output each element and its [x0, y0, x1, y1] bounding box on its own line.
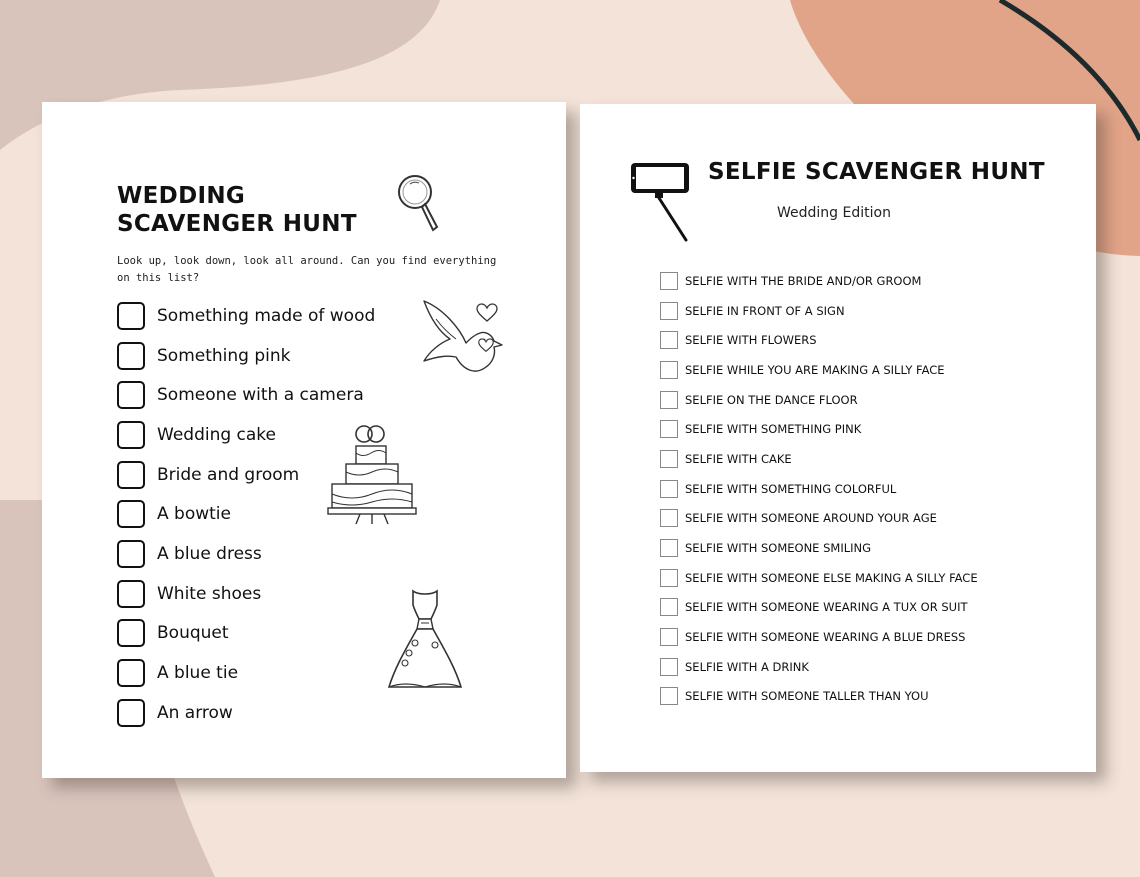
checkbox[interactable]	[117, 461, 145, 489]
checkbox[interactable]	[660, 658, 678, 676]
wedding-hunt-intro: Look up, look down, look all around. Can you find everything on this list?	[117, 255, 497, 284]
checklist-item	[660, 504, 978, 534]
item-label: Bouquet	[157, 623, 229, 644]
checklist-item	[660, 444, 978, 474]
checklist-item	[117, 534, 375, 574]
item-label: An arrow	[157, 702, 233, 723]
item-label: SELFIE WITH SOMEONE WEARING A TUX OR SUIT	[685, 600, 968, 615]
checkbox[interactable]	[660, 450, 678, 468]
item-label: SELFIE WITH THE BRIDE AND/OR GROOM	[685, 273, 922, 288]
checkbox[interactable]	[117, 500, 145, 528]
item-label: Something made of wood	[157, 305, 376, 326]
item-label: SELFIE WITH SOMEONE AROUND YOUR AGE	[685, 511, 937, 526]
checklist-item	[117, 614, 375, 654]
item-label: SELFIE WITH SOMEONE WEARING A BLUE DRESS	[685, 630, 966, 645]
checklist-item	[660, 474, 978, 504]
checklist-item	[660, 355, 978, 385]
item-label: Bride and groom	[157, 464, 300, 485]
item-label: A bowtie	[157, 504, 231, 525]
selfie-scavenger-hunt-sheet	[580, 104, 1096, 772]
checklist-item	[117, 375, 375, 415]
wedding-dress-icon	[385, 587, 465, 692]
checkbox[interactable]	[660, 509, 678, 527]
checkbox[interactable]	[117, 699, 145, 727]
item-label: SELFIE IN FRONT OF A SIGN	[685, 303, 845, 318]
checkbox[interactable]	[117, 421, 145, 449]
checklist-item	[117, 693, 375, 733]
checkbox[interactable]	[660, 598, 678, 616]
item-label: Someone with a camera	[157, 385, 364, 406]
item-label: Wedding cake	[157, 424, 277, 445]
checkbox[interactable]	[660, 420, 678, 438]
item-label: White shoes	[157, 583, 262, 604]
wedding-scavenger-hunt-sheet	[42, 102, 566, 778]
heart-icon	[478, 338, 494, 353]
checklist-item	[117, 653, 375, 693]
magnifying-glass-icon	[394, 172, 440, 234]
checkbox[interactable]	[660, 628, 678, 646]
checkbox[interactable]	[660, 569, 678, 587]
checkbox[interactable]	[117, 580, 145, 608]
item-label: SELFIE WITH SOMETHING PINK	[685, 422, 862, 437]
checklist-item	[660, 414, 978, 444]
checkbox[interactable]	[117, 342, 145, 370]
item-label: SELFIE WITH SOMETHING COLORFUL	[685, 481, 897, 496]
checklist-item	[660, 266, 978, 296]
checkbox[interactable]	[117, 659, 145, 687]
checkbox[interactable]	[117, 381, 145, 409]
item-label: A blue dress	[157, 543, 262, 564]
checklist-item	[660, 622, 978, 652]
item-label: SELFIE WITH CAKE	[685, 451, 792, 466]
checkbox[interactable]	[660, 272, 678, 290]
checkbox[interactable]	[660, 687, 678, 705]
item-label: SELFIE WITH SOMEONE ELSE MAKING A SILLY FACE	[685, 570, 978, 585]
checklist-item	[660, 325, 978, 355]
checklist-item	[660, 296, 978, 326]
item-label: A blue tie	[157, 663, 239, 684]
checklist-item	[660, 593, 978, 623]
item-label: Something pink	[157, 345, 291, 366]
checklist-item	[660, 652, 978, 682]
selfie-hunt-subtitle: Wedding Edition	[777, 205, 891, 221]
checklist-item	[660, 563, 978, 593]
checklist-item	[660, 682, 978, 712]
selfie-hunt-title: SELFIE SCAVENGER HUNT	[708, 159, 1045, 185]
checkbox[interactable]	[660, 331, 678, 349]
checkbox[interactable]	[117, 302, 145, 330]
checklist-item	[117, 296, 375, 336]
wedding-cake-icon	[326, 422, 418, 526]
heart-icon	[476, 303, 498, 323]
item-label: SELFIE WITH SOMEONE SMILING	[685, 541, 872, 556]
checkbox[interactable]	[660, 391, 678, 409]
checkbox[interactable]	[117, 540, 145, 568]
checklist-item	[660, 533, 978, 563]
item-label: SELFIE WHILE YOU ARE MAKING A SILLY FACE	[685, 362, 945, 377]
selfie-stick-icon	[630, 162, 692, 242]
checklist-item	[117, 336, 375, 376]
checkbox[interactable]	[660, 539, 678, 557]
item-label: SELFIE WITH SOMEONE TALLER THAN YOU	[685, 689, 929, 704]
item-label: SELFIE WITH A DRINK	[685, 659, 809, 674]
checkbox[interactable]	[660, 361, 678, 379]
checkbox[interactable]	[660, 302, 678, 320]
selfie-hunt-checklist	[660, 266, 978, 711]
checkbox[interactable]	[117, 619, 145, 647]
item-label: SELFIE ON THE DANCE FLOOR	[685, 392, 858, 407]
wedding-hunt-title: WEDDING SCAVENGER HUNT	[117, 183, 357, 237]
item-label: SELFIE WITH FLOWERS	[685, 333, 817, 348]
checklist-item	[660, 385, 978, 415]
checklist-item	[117, 574, 375, 614]
checkbox[interactable]	[660, 480, 678, 498]
